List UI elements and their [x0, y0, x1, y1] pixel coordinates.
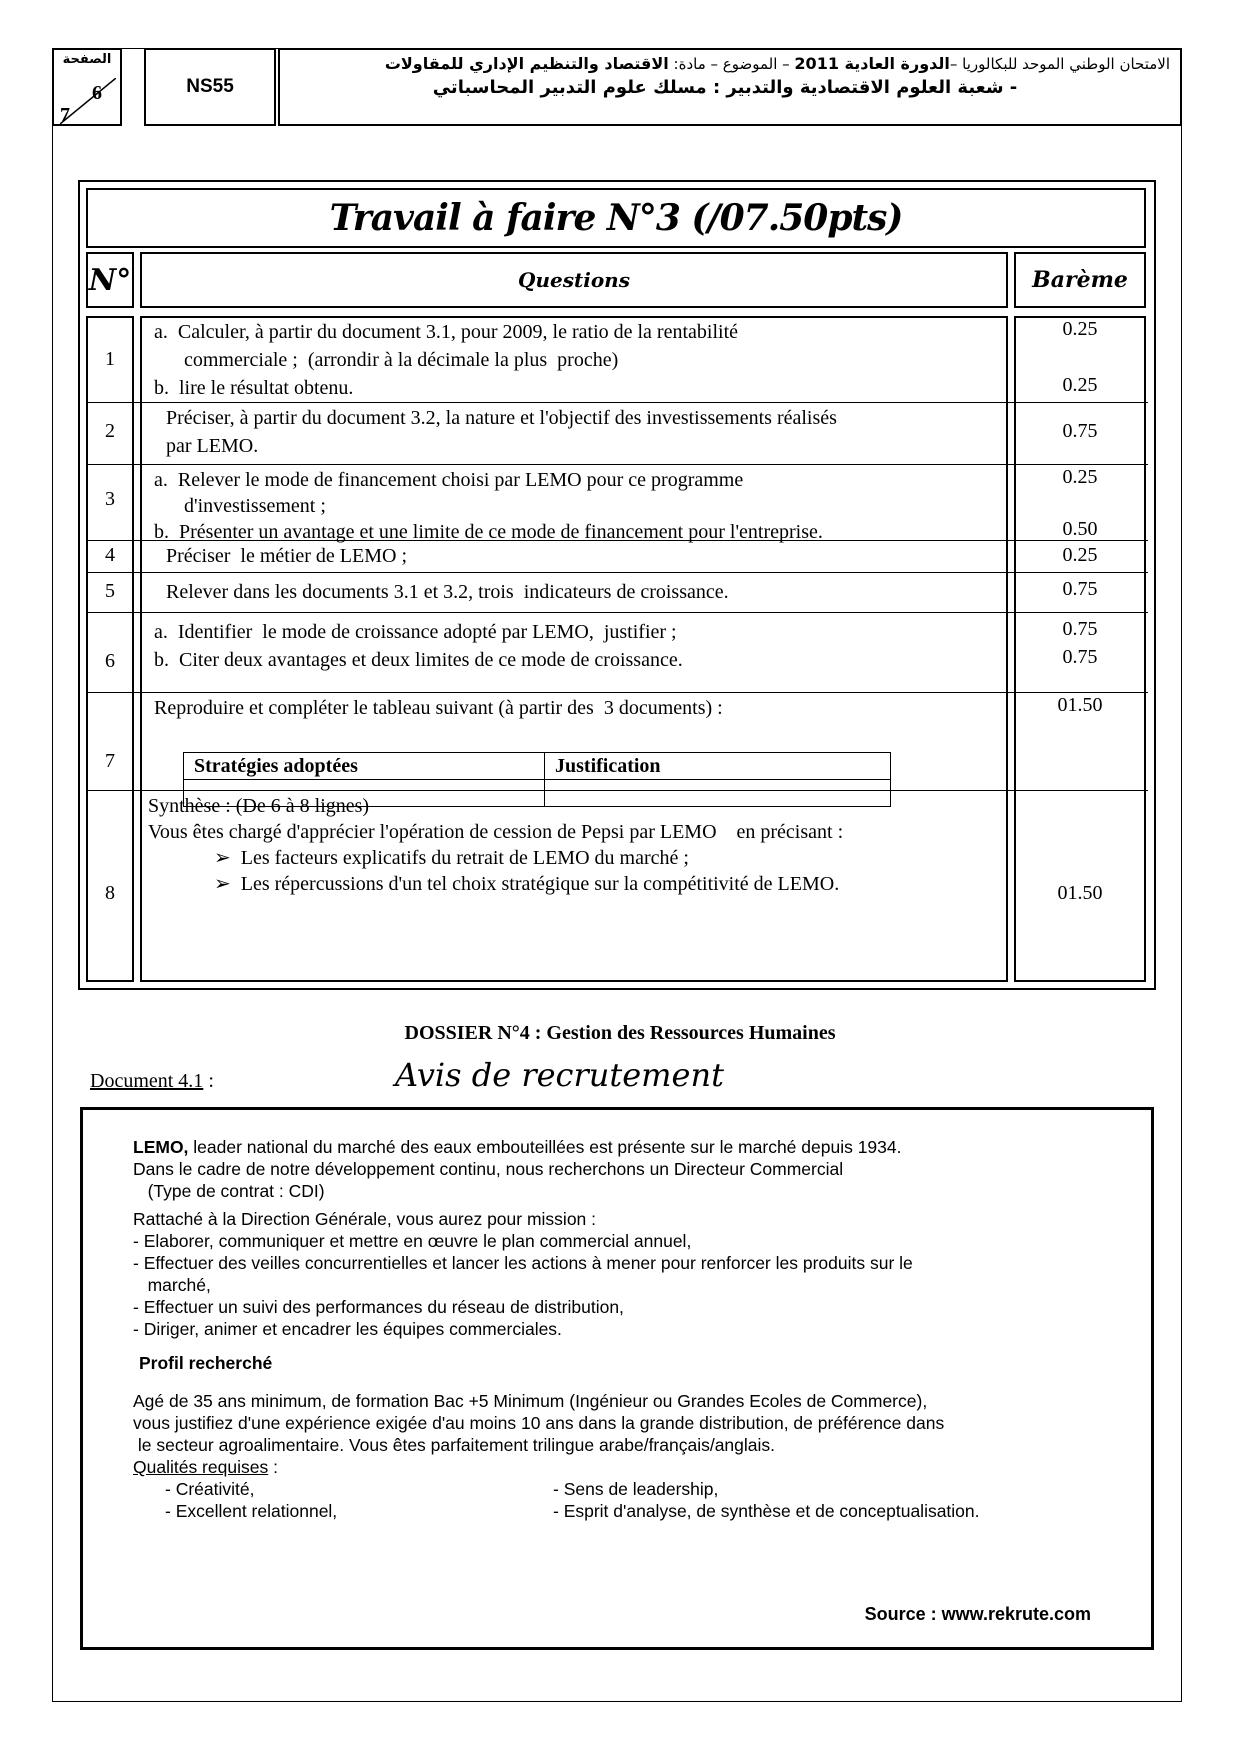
- page-number-box: [52, 48, 122, 126]
- row-number: 6: [105, 650, 115, 672]
- bullet-item: ➢ Les répercussions d'un tel choix stratégique sur la compétitivité de LEMO.: [214, 873, 840, 895]
- quality-item: - Excellent relationnel,: [165, 1501, 338, 1521]
- question-line: commerciale ; (arrondir à la décimale la plus proche): [154, 349, 619, 371]
- row-number: 1: [105, 348, 115, 370]
- points: 0.75: [1062, 420, 1098, 442]
- row-number: 7: [105, 750, 115, 772]
- question-line: d'investissement ;: [154, 495, 326, 517]
- question-line: b. lire le résultat obtenu.: [154, 377, 354, 399]
- arrow-bullet-icon: ➢: [214, 847, 241, 869]
- bullet-item: ➢ Les facteurs explicatifs du retrait de LEMO du marché ;: [214, 847, 689, 869]
- points: 0.25: [1062, 466, 1098, 488]
- points: 0.75: [1062, 646, 1098, 668]
- qualities-right: [553, 1478, 980, 1522]
- question-line: b. Présenter un avantage et une limite de ce mode de financement pour l'entreprise.: [154, 521, 823, 543]
- col-header-bareme: Barème: [1014, 252, 1146, 308]
- page-total: 7: [60, 104, 70, 126]
- points: 0.25: [1062, 318, 1098, 340]
- question-line: a. Identifier le mode de croissance adopté par LEMO, justifier ;: [154, 621, 677, 643]
- questions-content: [148, 316, 1004, 982]
- qualities-left: [165, 1478, 337, 1522]
- justification-header: Justification: [545, 753, 891, 780]
- col-header-questions: Questions: [140, 252, 1008, 308]
- row-number: 8: [105, 882, 115, 904]
- page-label: الصفحة: [62, 52, 112, 67]
- mission-item: - Elaborer, communiquer et mettre en œuvre le plan commercial annuel,: [133, 1231, 692, 1251]
- mission-heading: Rattaché à la Direction Générale, vous aurez pour mission :: [133, 1209, 597, 1229]
- dossier-title: DOSSIER N°4 : Gestion des Ressources Humaines: [404, 1022, 836, 1044]
- points: 01.50: [1057, 882, 1103, 904]
- document-label: Document 4.1 :: [90, 1070, 214, 1092]
- intro-line: (Type de contrat : CDI): [133, 1181, 325, 1201]
- quality-item: - Créativité,: [165, 1479, 255, 1499]
- points: 0.75: [1062, 618, 1098, 640]
- question-line: a. Calculer, à partir du document 3.1, pour 2009, le ratio de la rentabilité: [154, 321, 739, 343]
- exam-title: [278, 48, 1182, 126]
- intro-line: LEMO, leader national du marché des eaux embouteillées est présente sur le marché depuis 1934.: [133, 1137, 902, 1157]
- mission-item: marché,: [133, 1275, 211, 1295]
- mission-item: - Effectuer un suivi des performances du réseau de distribution,: [133, 1297, 624, 1317]
- points: 0.75: [1062, 578, 1098, 600]
- profile-heading: Profil recherché: [139, 1353, 273, 1373]
- exam-title-line2: - شعبة العلوم الاقتصادية والتدبير : مسلك علوم التدبير المحاسباتي: [432, 77, 1018, 98]
- travail-table: [78, 180, 1156, 990]
- exam-code: NS55: [144, 48, 276, 126]
- points: 0.50: [1062, 518, 1098, 540]
- document-title: Avis de recrutement: [395, 1056, 724, 1094]
- question-line: a. Relever le mode de financement choisi par LEMO pour ce programme: [154, 469, 744, 491]
- question-line: Reproduire et compléter le tableau suivant (à partir des 3 documents) :: [154, 697, 723, 719]
- row-number: 4: [105, 544, 115, 566]
- intro-line: Dans le cadre de notre développement continu, nous recherchons un Directeur Commercial: [133, 1159, 844, 1179]
- strategies-cell: [184, 780, 545, 807]
- job-posting-box: [80, 1107, 1154, 1650]
- row-number: 3: [105, 488, 115, 510]
- question-line: Préciser le métier de LEMO ;: [166, 545, 408, 567]
- question-line: Relever dans les documents 3.1 et 3.2, trois indicateurs de croissance.: [166, 581, 729, 603]
- row-numbers: [86, 316, 134, 982]
- arrow-bullet-icon: ➢: [214, 873, 241, 895]
- travail-title: Travail à faire N°3 (/07.50pts): [86, 188, 1146, 248]
- question-line: Vous êtes chargé d'apprécier l'opération de cession de Pepsi par LEMO en précisant :: [148, 821, 844, 843]
- row-number: 2: [105, 420, 115, 442]
- qualities-heading: Qualités requises :: [133, 1457, 278, 1477]
- source-line: Source : www.rekrute.com: [864, 1604, 1091, 1624]
- points: 01.50: [1057, 694, 1103, 716]
- mission-item: - Diriger, animer et encadrer les équipes commerciales.: [133, 1319, 562, 1339]
- question-line: b. Citer deux avantages et deux limites de ce mode de croissance.: [154, 649, 683, 671]
- bareme-content: [1014, 316, 1146, 982]
- quality-item: - Esprit d'analyse, de synthèse et de conceptualisation.: [553, 1501, 980, 1521]
- justification-cell: [545, 780, 891, 807]
- row-number: 5: [105, 580, 115, 602]
- page-current: 6: [92, 82, 102, 104]
- mission-item: - Effectuer des veilles concurrentielles et lancer les actions à mener pour renforcer les produits sur le: [133, 1253, 913, 1273]
- question-line: Préciser, à partir du document 3.2, la nature et l'objectif des investissements réalisés: [166, 407, 837, 429]
- profile-line: vous justifiez d'une expérience exigée d'au moins 10 ans dans la grande distribution, de préférence dans: [133, 1413, 945, 1433]
- profile-line: Agé de 35 ans minimum, de formation Bac +5 Minimum (Ingénieur ou Grandes Ecoles de Commerce),: [133, 1391, 928, 1411]
- strategies-header: Stratégies adoptées: [184, 753, 545, 780]
- quality-item: - Sens de leadership,: [553, 1479, 719, 1499]
- question-line: Synthèse : (De 6 à 8 lignes): [148, 795, 370, 817]
- points: 0.25: [1062, 374, 1098, 396]
- exam-header: [52, 48, 1182, 128]
- exam-title-line1: الامتحان الوطني الموحد للبكالوريا –الدورة العادية 2011 – الموضوع – مادة: الاقتصاد والتنظيم الإداري للمقاولات: [384, 54, 1170, 73]
- profile-line: le secteur agroalimentaire. Vous êtes parfaitement trilingue arabe/français/anglais.: [133, 1435, 776, 1455]
- question-line: par LEMO.: [166, 435, 259, 457]
- strategies-table: [183, 752, 891, 807]
- col-header-num: N°: [86, 252, 134, 308]
- points: 0.25: [1062, 544, 1098, 566]
